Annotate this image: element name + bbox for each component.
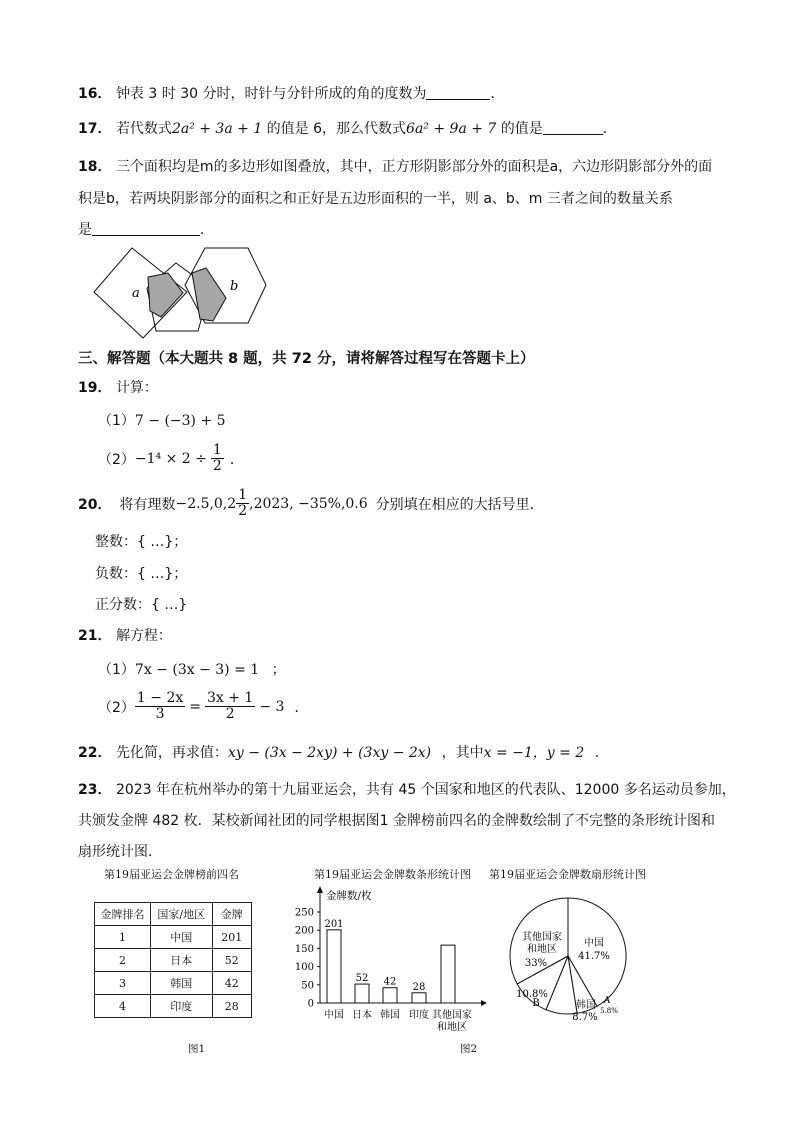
x-tick-label: 中国 [324, 1010, 344, 1021]
numerator: 3x + 1 [207, 690, 254, 706]
header-rank: 金牌排名 [95, 903, 151, 926]
cell: 28 [212, 995, 251, 1018]
cell: 201 [212, 926, 251, 949]
question-18-line-2 [78, 188, 673, 208]
question-number: 21． [78, 628, 112, 644]
part-label: （1） [98, 413, 135, 429]
section-heading: 三、解答题（本大题共 8 题，共 72 分，请将解答过程写在答题卡上） [78, 351, 535, 367]
cell: 4 [95, 995, 151, 1018]
y-tick-label: 250 [294, 907, 314, 919]
table-title: 第19届亚运会金牌榜前四名 [104, 868, 239, 881]
bar [383, 988, 397, 1003]
figure-2-caption: 图2 [460, 1043, 478, 1055]
integer-set: 整数：{ …}； [95, 534, 188, 550]
equation: 7x − (3x − 3) = 1 [134, 662, 260, 678]
question-20 [78, 488, 544, 519]
positive-fraction-set: 正分数：{ …} [95, 597, 188, 613]
question-21-part-2 [98, 691, 308, 722]
shaded-region-a [148, 273, 183, 317]
question-17 [78, 118, 617, 138]
question-number: 23． [78, 782, 112, 798]
y-tick-label: 50 [301, 980, 314, 992]
numerator: 1 [212, 442, 222, 458]
cell: 日本 [150, 949, 212, 972]
expression-tail: − 3 [259, 698, 285, 715]
question-text: 分别填在相应的大括号里． [375, 496, 544, 513]
slice-label: B [532, 998, 540, 1009]
question-23-line-1 [78, 779, 736, 799]
slice-label: 中国 [584, 938, 604, 949]
question-number: 16． [78, 86, 112, 102]
question-text: 将有理数 [119, 496, 176, 513]
cell: 2 [95, 949, 151, 972]
question-number: 17． [78, 121, 112, 137]
expression: −1⁴ × 2 ÷ [134, 450, 207, 467]
question-21 [78, 625, 172, 645]
pie-chart [506, 884, 646, 1029]
mixed-fraction [236, 488, 249, 519]
question-18-line-3 [78, 219, 214, 239]
question-text: 三个面积均是m的多边形如图叠放，其中，正方形阴影部分外的面积是a，六边形阴影部分外的面 [115, 159, 713, 175]
header-gold: 金牌 [212, 903, 251, 926]
question-19-part-2 [98, 443, 244, 474]
slice-percent: 33% [524, 958, 548, 969]
x-tick-label: 日本 [352, 1010, 372, 1021]
expression-2: 6a² + 9a + 7 [406, 121, 497, 137]
table-row [95, 949, 252, 972]
period: ． [200, 222, 214, 238]
bar [327, 930, 341, 1003]
expression: xy − (3x − 2xy) + (3xy − 2x) [227, 745, 432, 761]
y-axis-label: 金牌数/枚 [326, 890, 372, 902]
question-18-line-1 [78, 156, 712, 176]
slice-label: 和地区 [527, 944, 557, 955]
slice-label: 韩国 [576, 1000, 596, 1011]
data-label: 42 [383, 976, 397, 988]
y-tick-label: 200 [294, 925, 314, 937]
table-row [95, 972, 252, 995]
number-list: −2.5,0,2 [175, 495, 237, 512]
equals-sign: = [189, 698, 201, 715]
pie-chart-title: 第19届亚运会金牌数扇形统计图 [489, 868, 646, 881]
x-tick-label: 印度 [409, 1010, 429, 1021]
period: ． [294, 699, 309, 716]
question-text: 先化简，再求值： [115, 745, 228, 761]
y-tick-label: 100 [294, 962, 314, 974]
period: ． [490, 86, 505, 102]
cell: 52 [212, 949, 251, 972]
cell: 印度 [150, 995, 212, 1018]
numerator: 1 − 2x [136, 690, 184, 706]
number-list: ,2023, −35%,0.6 [249, 495, 368, 512]
denominator: 2 [225, 706, 235, 722]
medal-table [94, 902, 252, 1018]
table-header-row [95, 903, 252, 926]
slice-label: 其他国家 [522, 932, 562, 943]
data-label: 28 [412, 981, 426, 993]
question-text: 积是b，若两块阴影部分的面积之和正好是五边形面积的一半，则 a、b、m 三者之间的数量关系 [78, 191, 673, 207]
part-label: （1） [98, 662, 135, 678]
condition: x = −1，y = 2 [483, 745, 585, 761]
semicolon: ； [271, 662, 286, 678]
cell: 1 [95, 926, 151, 949]
bar [441, 945, 455, 1003]
table-row [95, 995, 252, 1018]
bar [412, 993, 426, 1003]
cell: 3 [95, 972, 151, 995]
question-text: ，其中 [441, 745, 484, 761]
data-label: 201 [324, 918, 344, 930]
data-label: 52 [355, 973, 369, 985]
expression-1: 2a² + 3a + 1 [171, 121, 263, 137]
part-label: （2） [98, 451, 135, 468]
question-19 [78, 377, 158, 397]
x-tick-label: 和地区 [437, 1022, 467, 1032]
period: ． [602, 121, 617, 137]
question-text: 解方程： [115, 628, 172, 644]
question-number: 18． [78, 159, 112, 175]
question-22 [78, 742, 609, 762]
label-a: a [132, 286, 140, 301]
table-row [95, 926, 252, 949]
question-21-part-1 [98, 659, 286, 679]
bar [355, 984, 369, 1003]
question-text-mid: 的值是 6，那么代数式 [262, 121, 407, 137]
x-tick-label: 韩国 [380, 1010, 400, 1021]
numerator: 1 [238, 487, 248, 503]
slice-percent: 41.7% [578, 951, 610, 962]
cell: 42 [212, 972, 251, 995]
question-19-part-1 [98, 410, 226, 430]
x-axis-arrow [481, 1000, 487, 1006]
question-23-line-3: 扇形统计图． [78, 844, 162, 860]
question-text: 钟表 3 时 30 分时，时针与分针所成的角的度数为 [115, 86, 427, 102]
answer-blank[interactable] [543, 120, 603, 135]
bar-chart [282, 882, 492, 1032]
question-text-post: 的值是 [496, 121, 543, 137]
question-number: 22． [78, 745, 112, 761]
cell: 韩国 [150, 972, 212, 995]
slice-percent: 10.8% [516, 989, 548, 1000]
x-tick-label: 其他国家 [432, 1010, 472, 1021]
question-23-line-2: 共颁发金牌 482 枚．某校新闻社团的同学根据图1 金牌榜前四名的金牌数绘制了不完整的条形统计图和 [78, 813, 715, 829]
overlapping-polygons-figure [88, 243, 270, 343]
denominator: 3 [155, 706, 165, 722]
question-16 [78, 83, 504, 103]
fraction [211, 443, 224, 474]
bar-chart-title: 第19届亚运会金牌数条形统计图 [314, 868, 471, 881]
y-tick-label: 150 [294, 943, 314, 955]
question-text: 计算： [115, 380, 158, 396]
left-fraction [135, 691, 185, 722]
negative-set: 负数：{ …}； [95, 566, 188, 582]
slice-label: A [603, 996, 611, 1006]
period: ． [229, 451, 244, 468]
slice-percent: 5.8% [600, 1007, 618, 1015]
question-text-pre: 若代数式 [115, 121, 172, 137]
cell: 中国 [150, 926, 212, 949]
part-label: （2） [98, 699, 135, 716]
period: ． [594, 745, 609, 761]
answer-blank[interactable] [426, 85, 490, 100]
denominator: 2 [212, 458, 222, 474]
y-axis-arrow [317, 886, 323, 893]
label-b: b [230, 279, 239, 294]
question-number: 19． [78, 380, 112, 396]
answer-blank[interactable] [92, 221, 200, 236]
expression: 7 − (−3) + 5 [134, 413, 226, 429]
shaded-region-b [192, 268, 226, 321]
y-tick-label: 0 [307, 998, 314, 1010]
denominator: 2 [238, 503, 248, 519]
question-text: 2023 年在杭州举办的第十九届亚运会，共有 45 个国家和地区的代表队、12000 多名运动员参加， [115, 782, 736, 798]
header-country: 国家/地区 [150, 903, 212, 926]
question-number: 20． [78, 496, 112, 513]
figure-1-caption: 图1 [188, 1043, 206, 1055]
slice-percent: 8.7% [572, 1012, 598, 1023]
question-text: 是 [78, 222, 92, 238]
right-fraction [205, 691, 255, 722]
